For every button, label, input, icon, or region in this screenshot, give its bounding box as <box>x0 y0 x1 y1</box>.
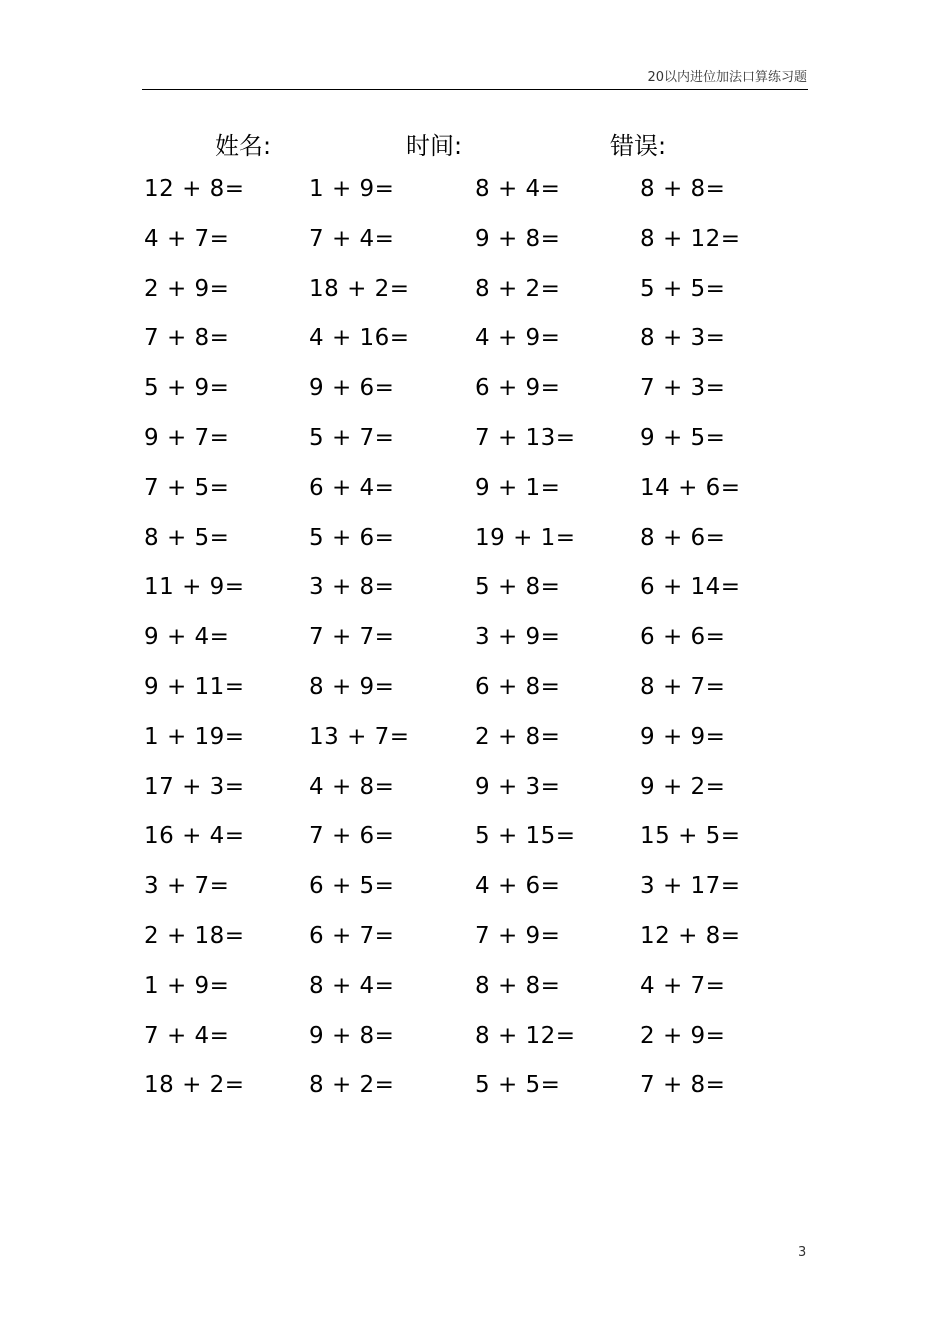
problem-item: 7 + 8= <box>144 325 230 352</box>
problem-item: 1 + 19= <box>144 723 245 750</box>
header-divider <box>142 89 808 90</box>
problem-grid <box>142 166 808 1112</box>
problem-item: 5 + 5= <box>640 275 726 302</box>
problem-row <box>142 913 808 963</box>
problem-item: 7 + 5= <box>144 474 230 501</box>
problem-item: 18 + 2= <box>309 275 410 302</box>
problem-item: 8 + 6= <box>640 524 726 551</box>
time-label: 时间: <box>406 132 463 160</box>
problem-item: 9 + 2= <box>640 773 726 800</box>
problem-item: 9 + 8= <box>475 225 561 252</box>
problem-item: 6 + 5= <box>309 873 395 900</box>
problem-item: 9 + 7= <box>144 424 230 451</box>
problem-item: 1 + 9= <box>309 176 395 202</box>
problem-item: 3 + 7= <box>144 873 230 900</box>
problem-item: 8 + 9= <box>309 673 395 700</box>
problem-item: 2 + 18= <box>144 922 245 949</box>
problem-item: 5 + 5= <box>475 1072 561 1099</box>
problem-item: 13 + 7= <box>309 723 410 750</box>
problem-item: 14 + 6= <box>640 474 741 501</box>
problem-item: 4 + 8= <box>309 773 395 800</box>
problem-row <box>142 764 808 814</box>
problem-item: 2 + 8= <box>475 723 561 750</box>
problem-item: 7 + 4= <box>144 1022 230 1049</box>
problem-item: 6 + 6= <box>640 624 726 651</box>
problem-item: 8 + 7= <box>640 673 726 700</box>
problem-row <box>142 564 808 614</box>
problem-item: 8 + 8= <box>475 972 561 999</box>
problem-item: 6 + 8= <box>475 673 561 700</box>
problem-row <box>142 166 808 216</box>
problem-item: 9 + 8= <box>309 1022 395 1049</box>
problem-item: 5 + 8= <box>475 574 561 601</box>
problem-item: 15 + 5= <box>640 823 741 850</box>
problem-item: 5 + 7= <box>309 424 395 451</box>
problem-item: 11 + 9= <box>144 574 245 601</box>
problem-item: 4 + 6= <box>475 873 561 900</box>
problem-item: 3 + 17= <box>640 873 741 900</box>
problem-item: 6 + 9= <box>475 375 561 402</box>
problem-row <box>142 465 808 515</box>
problem-item: 4 + 9= <box>475 325 561 352</box>
problem-item: 6 + 4= <box>309 474 395 501</box>
problem-item: 17 + 3= <box>144 773 245 800</box>
problem-item: 12 + 8= <box>144 176 245 202</box>
problem-item: 7 + 6= <box>309 823 395 850</box>
problem-item: 5 + 9= <box>144 375 230 402</box>
problem-item: 1 + 9= <box>144 972 230 999</box>
problem-item: 8 + 8= <box>640 176 726 202</box>
problem-item: 7 + 7= <box>309 624 395 651</box>
problem-item: 7 + 9= <box>475 922 561 949</box>
problem-row <box>142 614 808 664</box>
problem-item: 9 + 5= <box>640 424 726 451</box>
problem-row <box>142 714 808 764</box>
errors-label: 错误: <box>610 132 667 160</box>
problem-item: 9 + 3= <box>475 773 561 800</box>
problem-row <box>142 1013 808 1063</box>
problem-item: 9 + 11= <box>144 673 245 700</box>
problem-item: 8 + 4= <box>475 176 561 202</box>
problem-item: 5 + 15= <box>475 823 576 850</box>
problem-item: 4 + 16= <box>309 325 410 352</box>
problem-row <box>142 415 808 465</box>
problem-item: 3 + 8= <box>309 574 395 601</box>
name-label: 姓名: <box>215 132 272 160</box>
problem-item: 9 + 9= <box>640 723 726 750</box>
problem-row <box>142 963 808 1013</box>
problem-item: 6 + 7= <box>309 922 395 949</box>
problem-item: 8 + 5= <box>144 524 230 551</box>
problem-item: 8 + 12= <box>640 225 741 252</box>
problem-item: 8 + 2= <box>475 275 561 302</box>
problem-item: 9 + 1= <box>475 474 561 501</box>
problem-row <box>142 664 808 714</box>
problem-item: 16 + 4= <box>144 823 245 850</box>
problem-item: 7 + 8= <box>640 1072 726 1099</box>
problem-item: 2 + 9= <box>640 1022 726 1049</box>
problem-row <box>142 813 808 863</box>
problem-item: 12 + 8= <box>640 922 741 949</box>
problem-item: 7 + 4= <box>309 225 395 252</box>
problem-item: 6 + 14= <box>640 574 741 601</box>
problem-row <box>142 515 808 565</box>
problem-item: 8 + 12= <box>475 1022 576 1049</box>
problem-row <box>142 266 808 316</box>
problem-item: 9 + 6= <box>309 375 395 402</box>
header-title: 20以内进位加法口算练习题 <box>647 70 807 85</box>
problem-item: 4 + 7= <box>144 225 230 252</box>
problem-item: 18 + 2= <box>144 1072 245 1099</box>
page-number: 3 <box>798 1245 807 1260</box>
problem-item: 3 + 9= <box>475 624 561 651</box>
problem-row <box>142 365 808 415</box>
problem-item: 7 + 3= <box>640 375 726 402</box>
problem-item: 9 + 4= <box>144 624 230 651</box>
problem-item: 4 + 7= <box>640 972 726 999</box>
problem-item: 2 + 9= <box>144 275 230 302</box>
problem-item: 8 + 2= <box>309 1072 395 1099</box>
problem-item: 7 + 13= <box>475 424 576 451</box>
problem-item: 19 + 1= <box>475 524 576 551</box>
problem-row <box>142 315 808 365</box>
problem-item: 5 + 6= <box>309 524 395 551</box>
problem-item: 8 + 3= <box>640 325 726 352</box>
problem-row <box>142 863 808 913</box>
problem-row <box>142 216 808 266</box>
problem-item: 8 + 4= <box>309 972 395 999</box>
problem-row <box>142 1062 808 1112</box>
